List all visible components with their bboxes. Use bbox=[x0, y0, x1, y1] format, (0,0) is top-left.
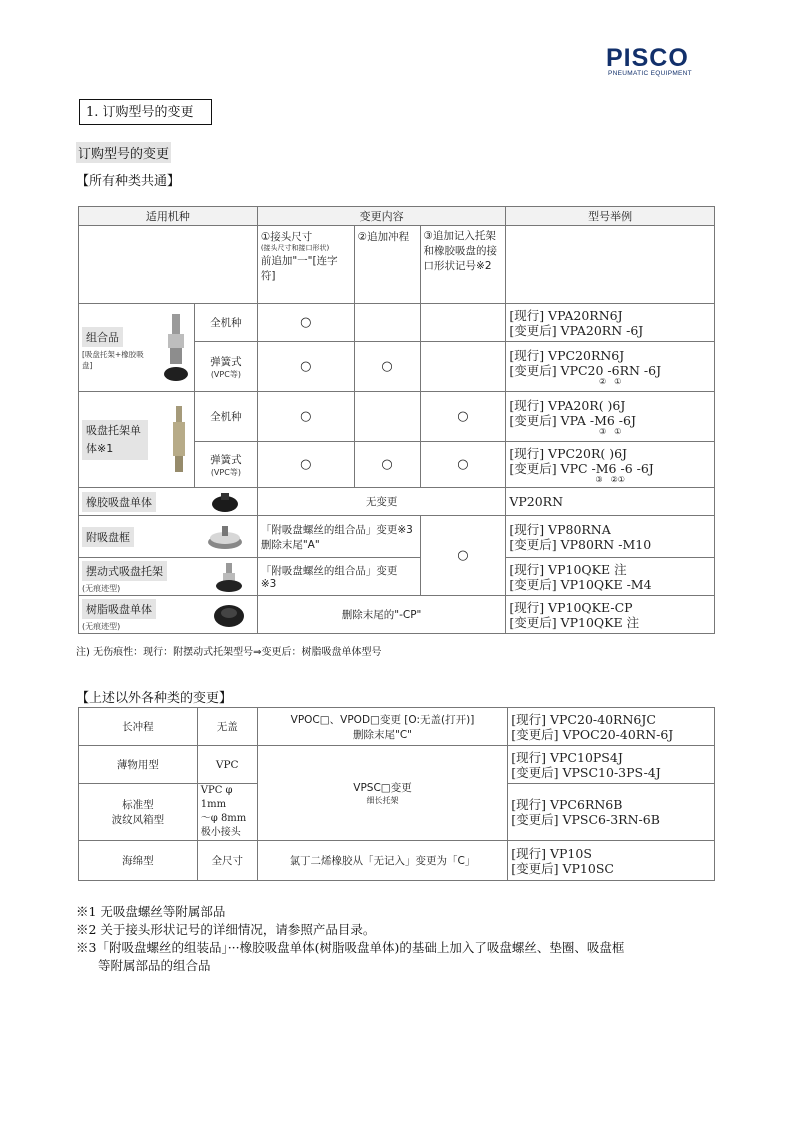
table-subheader-row bbox=[79, 226, 715, 304]
table-row: 海绵型 全尺寸 氯丁二烯橡胶从「无记入」变更为「C」 [现行] VP10S [变更后] VP10SC bbox=[79, 841, 715, 881]
footnote-3-cont: 等附属部品的组合品 bbox=[98, 958, 211, 973]
table-row bbox=[79, 596, 715, 634]
rubber-label: 橡胶吸盘单体 bbox=[82, 492, 156, 512]
order-change-table bbox=[78, 206, 715, 634]
table-row: 摆动式吸盘托架 (无痕迹型) 「附吸盘螺丝的组合品」变更 ※3 [现行] VP10QKE 注 [变更后] VP10QKE -M4 bbox=[79, 558, 715, 596]
header-applicable: 适用机种 bbox=[79, 207, 258, 226]
group1-title: 【所有种类共通】 bbox=[76, 174, 181, 189]
resin-sub: (无痕迹型) bbox=[82, 622, 121, 631]
pisco-logo bbox=[606, 46, 722, 77]
table-row: 标准型 波纹风箱型 VPC φ 1mm ～φ 8mm 极小接头 [现行] VPC6RN6B [变更后] VPSC6-3RN-6B bbox=[79, 784, 715, 841]
example-cell: [现行] VPC20-40RN6JC [变更后] VPOC20-40RN-6J bbox=[508, 708, 715, 746]
section-title: 1. 订购型号的变更 bbox=[79, 99, 212, 125]
resin-change: 删除末尾的"-CP" bbox=[257, 596, 506, 634]
table-row: 组合品 [吸盘托架+橡胶吸盘] 全机种 ○ [现行] VPA20RN6J [变更后] VPA20RN -6J bbox=[79, 304, 715, 342]
example-cell: [现行] VP10QKE-CP [变更后] VP10QKE 注 bbox=[506, 596, 715, 634]
group2-title: 【上述以外各种类的变更】 bbox=[76, 691, 233, 706]
footnote-3: ※3「附吸盘螺丝的组装品」···橡胶吸盘单体(树脂吸盘单体)的基础上加入了吸盘螺丝、垫圈、吸盘框 bbox=[76, 940, 625, 955]
type-all: 全机种 bbox=[194, 304, 257, 342]
example-cell: [现行] VPC6RN6B [变更后] VPSC6-3RN-6B bbox=[508, 784, 715, 841]
example-cell: [现行] VPC20R( )6J [变更后] VPC -M6 -6 -6J ③ ②① bbox=[506, 442, 715, 488]
assembly-sub: [吸盘托架+橡胶吸盘] bbox=[82, 349, 144, 370]
pad-holder-product-image bbox=[167, 404, 191, 476]
table1-note: 注) 无伤痕性：现行：附摆动式托架型号⇒变更后：树脂吸盘单体型号 bbox=[76, 647, 382, 658]
other-types-table bbox=[78, 707, 715, 881]
logo-sub-text: PNEUMATIC EQUIPMENT bbox=[608, 70, 692, 77]
subheading: 订购型号的变更 bbox=[76, 142, 171, 163]
rubber-pad-image bbox=[210, 491, 240, 513]
table-row: 附吸盘框 「附吸盘螺丝的组合品」变更※3 删除末尾"A" ○ [现行] VP80RNA [变更后] VP80RN -M10 bbox=[79, 516, 715, 558]
example-cell: [现行] VP80RNA [变更后] VP80RN -M10 bbox=[506, 516, 715, 558]
example-cell: [现行] VPA20R( )6J [变更后] VPA -M6 -6J ③ ① bbox=[506, 392, 715, 442]
footnote-1: ※1 无吸盘螺丝等附属部品 bbox=[76, 904, 226, 919]
assembly-product-image bbox=[161, 312, 191, 384]
table-row: 弹簧式 (VPC等) ○ ○ [现行] VPC20RN6J [变更后] VPC20 -6RN -6J ② ① bbox=[79, 342, 715, 392]
assembly-cell bbox=[79, 304, 195, 392]
table-row: 长冲程 无盖 VPOC□、VPOD□变更 [O:无盖(打开)] 删除末尾"C" [现行] VPC20-40RN6JC [变更后] VPOC20-40RN-6J bbox=[79, 708, 715, 746]
header-examples: 型号举例 bbox=[506, 207, 715, 226]
assembly-label: 组合品 bbox=[82, 327, 123, 347]
example-cell: [现行] VP10S [变更后] VP10SC bbox=[508, 841, 715, 881]
table-row bbox=[79, 488, 715, 516]
frame-label: 附吸盘框 bbox=[82, 527, 134, 547]
footnote-2: ※2 关于接头形状记号的详细情况，请参照产品目录。 bbox=[76, 922, 376, 937]
subheader-col3: ③追加记入托架和橡胶吸盘的接口形状记号※2 bbox=[420, 226, 506, 304]
example-cell: [现行] VP10QKE 注 [变更后] VP10QKE -M4 bbox=[506, 558, 715, 596]
table-header-row bbox=[79, 207, 715, 226]
swing-sub: (无痕迹型) bbox=[82, 584, 121, 593]
example-cell: [现行] VPC10PS4J [变更后] VPSC10-3PS-4J bbox=[508, 746, 715, 784]
resin-label: 树脂吸盘单体 bbox=[82, 599, 156, 619]
rubber-change: 无变更 bbox=[257, 488, 506, 516]
type-spring: 弹簧式 (VPC等) bbox=[194, 342, 257, 392]
logo-main-text: PISCO bbox=[606, 44, 689, 72]
table-row: 薄物用型 VPC VPSC□变更 细长托架 [现行] VPC10PS4J [变更后] VPSC10-3PS-4J bbox=[79, 746, 715, 784]
header-changes: 变更内容 bbox=[257, 207, 506, 226]
pad-holder-label: 吸盘托架单体※1 bbox=[82, 420, 148, 460]
swing-label: 摆动式吸盘托架 bbox=[82, 561, 167, 581]
table-row: 弹簧式 (VPC等) ○ ○ ○ [现行] VPC20R( )6J [变更后] VPC -M6 -6 -6J ③ ②① bbox=[79, 442, 715, 488]
resin-pad-image bbox=[212, 600, 246, 630]
table-row: 吸盘托架单体※1 全机种 ○ ○ [现行] VPA20R( )6J [变更后] VPA -M6 -6J ③ ① bbox=[79, 392, 715, 442]
subheader-col2: ②追加冲程 bbox=[354, 226, 420, 304]
example-cell: [现行] VPA20RN6J [变更后] VPA20RN -6J bbox=[506, 304, 715, 342]
swing-pad-image bbox=[214, 561, 244, 593]
example-cell: [现行] VPC20RN6J [变更后] VPC20 -6RN -6J ② ① bbox=[506, 342, 715, 392]
pad-holder-cell bbox=[79, 392, 195, 488]
rubber-example: VP20RN bbox=[506, 488, 715, 516]
subheader-col1: ①接头尺寸 (接头尺寸和接口形状) 前追加"一"[连字符] bbox=[257, 226, 354, 304]
frame-pad-image bbox=[206, 522, 244, 552]
